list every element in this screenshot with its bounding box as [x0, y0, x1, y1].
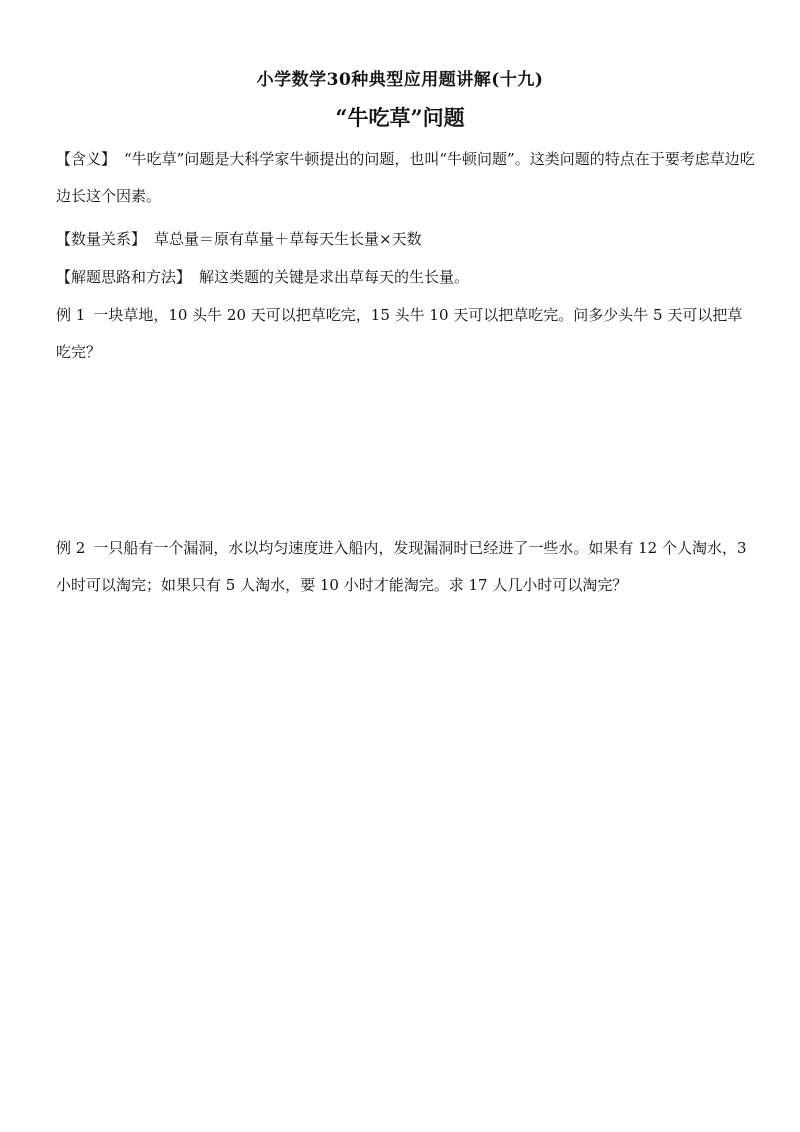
- meaning-text: “牛吃草”问题是大科学家牛顿提出的问题，也叫“牛顿问题”。这类问题的特点在于要考虑草边吃边长这个因素。: [56, 150, 755, 205]
- example-1-label: 例 1: [56, 306, 86, 324]
- relation-label: 【数量关系】: [56, 230, 147, 248]
- document-title: 小学数学30种典型应用题讲解(十九): [256, 70, 544, 90]
- example-2-paragraph: [56, 530, 756, 604]
- relation-text: 草总量＝原有草量＋草每天生长量×天数: [154, 230, 422, 248]
- example-2-text: 一只船有一个漏洞，水以均匀速度进入船内，发现漏洞时已经进了一些水。如果有 12 个人淘水，3 小时可以淘完；如果只有 5 人淘水，要 10 小时才能淘完。求 17 人几小时可以淘完？: [56, 539, 747, 594]
- relation-paragraph: [56, 221, 756, 258]
- example-2-label: 例 2: [56, 539, 86, 557]
- method-text: 解这类题的关键是求出草每天的生长量。: [199, 268, 470, 286]
- example-1-paragraph: [56, 297, 756, 371]
- method-paragraph: [56, 259, 756, 296]
- example-1-text: 一块草地，10 头牛 20 天可以把草吃完，15 头牛 10 天可以把草吃完。问多少头牛 5 天可以把草吃完？: [56, 306, 743, 361]
- document-subtitle: “牛吃草”问题: [335, 105, 465, 130]
- meaning-label: 【含义】: [56, 150, 117, 168]
- meaning-paragraph: [56, 141, 756, 215]
- method-label: 【解题思路和方法】: [56, 268, 192, 286]
